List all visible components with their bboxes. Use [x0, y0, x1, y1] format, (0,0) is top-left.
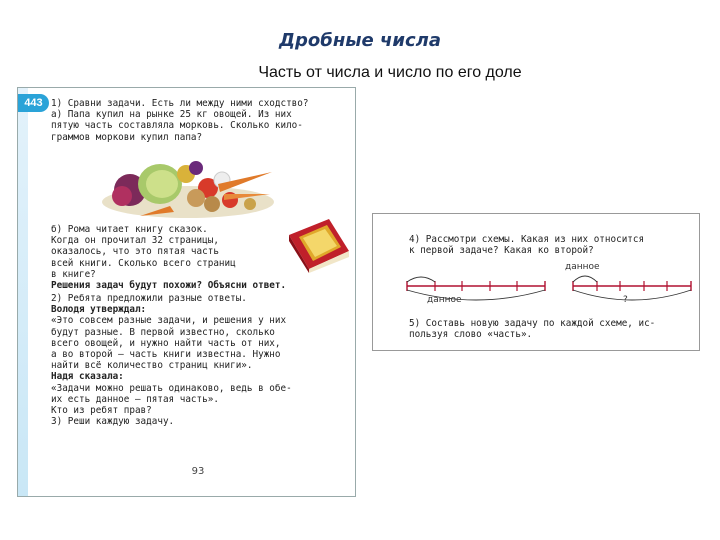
- text-line: всего овощей, и нужно найти часть от них,: [51, 337, 281, 349]
- page-number: 93: [191, 466, 205, 477]
- page-margin-strip: [18, 88, 28, 496]
- text-line: пользуя слово «часть».: [409, 329, 533, 341]
- label-given-left: данное: [427, 295, 462, 305]
- question-bold: Решения задач будут похожи? Объясни ответ.: [51, 279, 287, 291]
- text-line: 4) Рассмотри схемы. Какая из них относится: [409, 234, 645, 245]
- text-line: Кто из ребят прав?: [51, 404, 152, 416]
- text-line: Когда он прочитал 32 страницы,: [51, 235, 219, 247]
- text-line: 1) Сравни задачи. Есть ли между ними сходство?: [51, 98, 309, 109]
- text-line: пятую часть составляла морковь. Сколько кило-: [51, 120, 303, 132]
- label-question-right: ?: [623, 295, 628, 305]
- scheme-right: [573, 276, 691, 300]
- task-5: [409, 318, 655, 340]
- text-line: граммов моркови купил папа?: [51, 131, 203, 143]
- task-4: [409, 234, 644, 256]
- text-line: Володя утверждал:: [51, 304, 147, 316]
- text-line: а во второй – часть книги известна. Нужно: [51, 348, 281, 360]
- text-line: будут разные. В первой известно, сколько: [51, 326, 275, 338]
- text-line: а) Папа купил на рынке 25 кг овощей. Из них: [51, 109, 292, 121]
- problem-part-c: [51, 293, 347, 427]
- text-line: 5) Составь новую задачу по каждой схеме, ис-: [409, 318, 656, 329]
- book-illustration: [283, 213, 355, 273]
- text-line: Надя сказала:: [51, 371, 124, 383]
- text-line: «Это совсем разные задачи, и решения у них: [51, 315, 287, 327]
- text-line: в книге?: [51, 268, 96, 280]
- text-line: 3) Реши каждую задачу.: [51, 416, 175, 428]
- schemes-panel: [372, 213, 700, 351]
- text-line: их есть данное – пятая часть».: [51, 393, 219, 405]
- textbook-page: [17, 87, 356, 497]
- problem-part-a: [51, 98, 347, 143]
- text-line: б) Рома читает книгу сказок.: [51, 224, 208, 235]
- page-subtitle: Часть от числа и число по его доле: [258, 64, 522, 81]
- text-line: найти всё количество страниц книги».: [51, 360, 253, 372]
- text-line: к первой задаче? Какая ко второй?: [409, 245, 594, 257]
- text-line: «Задачи можно решать одинаково, ведь в обе-: [51, 382, 292, 394]
- vegetables-illustration: [100, 154, 275, 220]
- label-question-left: ?: [493, 265, 498, 275]
- label-given-right: данное: [565, 262, 600, 272]
- text-line: оказалось, что это пятая часть: [51, 246, 219, 258]
- text-line: 2) Ребята предложили разные ответы.: [51, 293, 247, 304]
- page-title: Дробные числа: [278, 30, 441, 51]
- text-line: всей книги. Сколько всего страниц: [51, 257, 236, 269]
- problem-number-badge: 443: [18, 94, 49, 112]
